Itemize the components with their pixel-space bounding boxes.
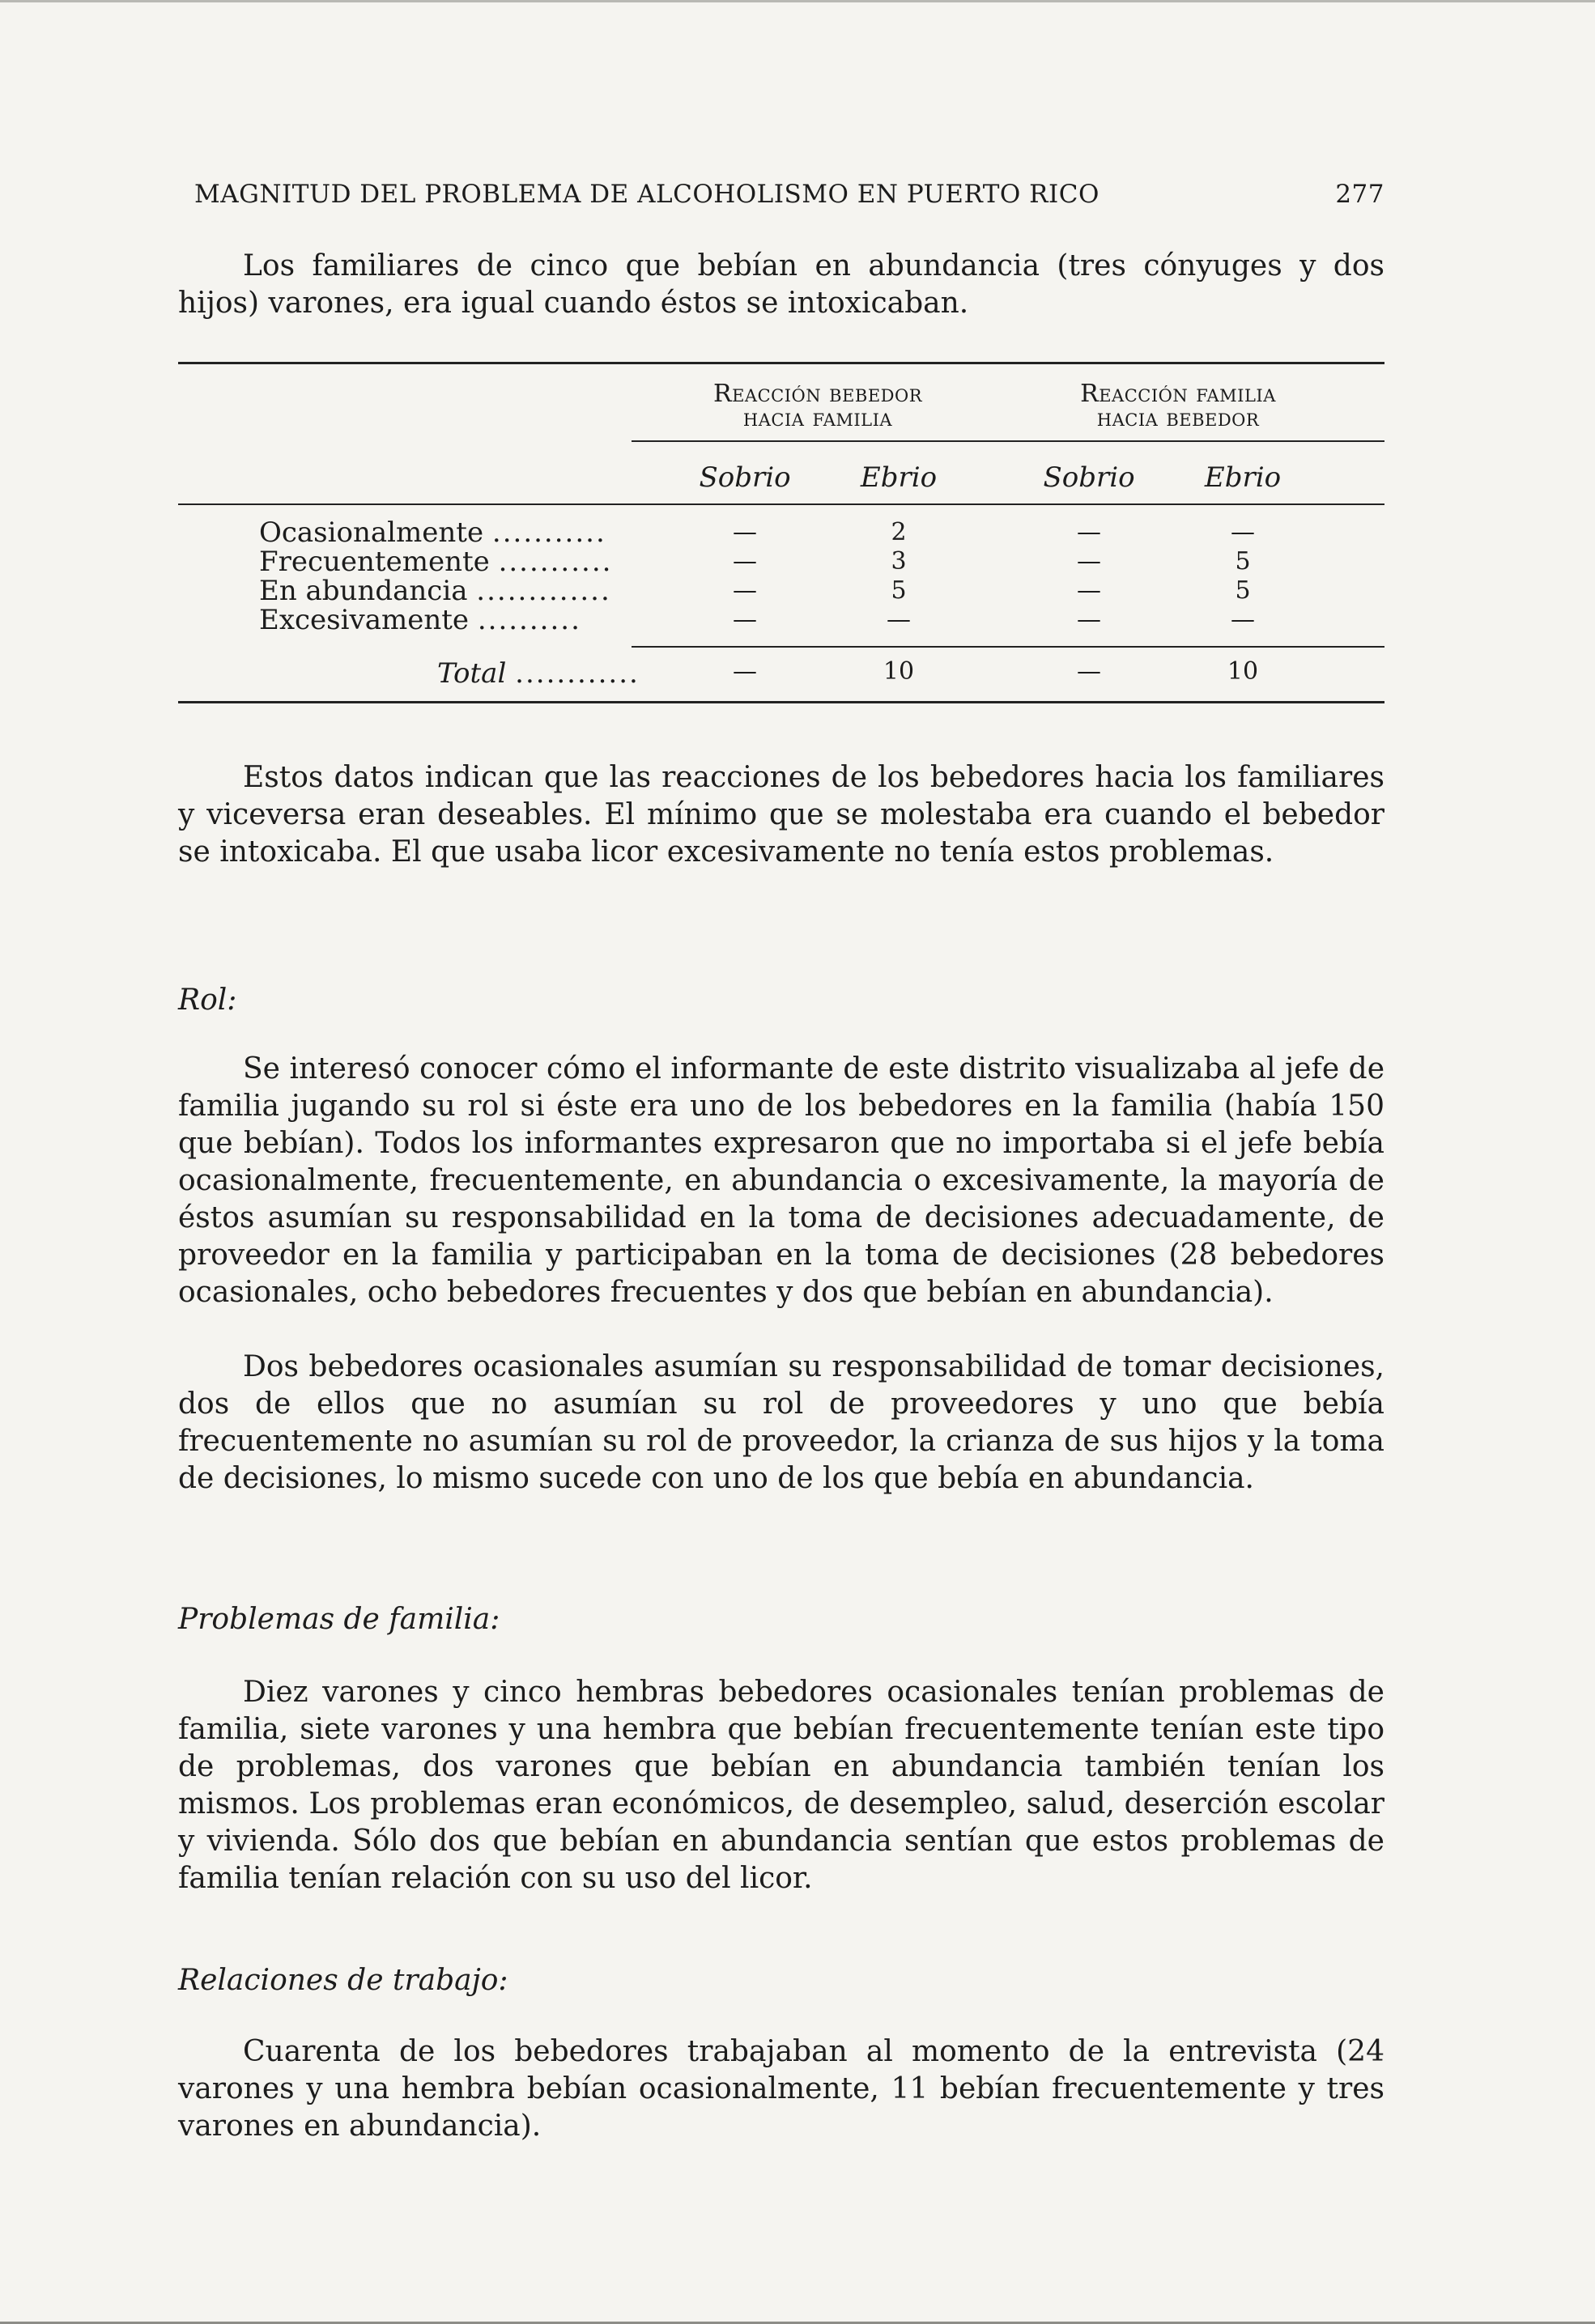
total-cell: — xyxy=(733,657,757,686)
total-label-text: Total xyxy=(437,657,507,690)
intro-paragraph: Los familiares de cinco que bebían en abundancia (tres cónyuges y dos hijos) varones, era igual cuando éstos se intoxicaban. xyxy=(178,249,1384,320)
group-header-1-line-2: hacia familia xyxy=(742,404,893,432)
table-cell: — xyxy=(887,605,911,634)
row-label-text: Ocasionalmente xyxy=(259,516,484,549)
total-row-label xyxy=(437,657,640,690)
table-cell: — xyxy=(1231,518,1255,546)
section-heading-rol: Rol: xyxy=(178,984,237,1017)
running-title: MAGNITUD DEL PROBLEMA DE ALCOHOLISMO EN PUERTO RICO xyxy=(194,180,1099,209)
rol-paragraph-2: Dos bebedores ocasionales asumían su responsabilidad de tomar decisiones, dos de ellos que no asumían su rol de proveedores y uno que bebía frecuentemente no asumían su rol de proveedor, la crianza de sus hijos y la toma de decisiones, lo mismo sucede con uno de los que bebía en abundancia. xyxy=(178,1350,1384,1495)
row-leader-dots: ............ xyxy=(515,657,640,690)
subhead-rule xyxy=(178,503,1384,505)
row-label-text: En abundancia xyxy=(259,575,468,607)
row-label-excesivamente xyxy=(259,605,581,635)
group-header-rule xyxy=(632,440,1384,442)
table-cell: — xyxy=(1077,576,1101,605)
row-label-en-abundancia xyxy=(259,576,611,605)
row-label-frecuentemente xyxy=(259,547,612,576)
row-leader-dots: ........... xyxy=(491,516,606,549)
row-label-text: Frecuentemente xyxy=(259,546,490,578)
group-header-2-line-1: Reacción familia xyxy=(1080,380,1276,408)
table-cell: 5 xyxy=(891,576,907,605)
table-cell: — xyxy=(733,547,757,576)
subhead-ebrio-1: Ebrio xyxy=(860,461,938,494)
table-cell: — xyxy=(1077,605,1101,634)
rol-paragraph-1: Se interesó conocer cómo el informante de este distrito visualizaba al jefe de familia jugando su rol si éste era uno de los bebedores en la familia (había 150 que bebían). Todos los informantes expresaron que no importaba si el jefe bebía ocasionalmente, frecuentemente, en abundancia o excesivamente, la mayoría de éstos asumían su responsabilidad en la toma de decisiones adecuadamente, de proveedor en la familia y participaban en la toma de decisiones (28 bebedores ocasionales, ocho bebedores frecuentes y dos que bebían en abundancia). xyxy=(178,1052,1384,1309)
group-header-1-line-1: Reacción bebedor xyxy=(712,380,923,408)
row-leader-dots: ............. xyxy=(476,575,611,607)
row-leader-dots: ........... xyxy=(498,546,613,578)
total-cell: 10 xyxy=(1227,657,1259,686)
table-cell: — xyxy=(1231,605,1255,634)
table-cell: 2 xyxy=(891,518,907,546)
row-label-text: Excesivamente xyxy=(259,604,470,636)
table-top-rule xyxy=(178,362,1384,364)
section-heading-relaciones-de-trabajo: Relaciones de trabajo: xyxy=(178,1964,508,1997)
table-cell: 5 xyxy=(1235,576,1251,605)
row-leader-dots: .......... xyxy=(477,604,581,636)
row-label-ocasionalmente xyxy=(259,518,606,547)
table-cell: — xyxy=(733,576,757,605)
total-rule xyxy=(632,646,1384,648)
subhead-sobrio-1: Sobrio xyxy=(699,461,791,494)
table-cell: 5 xyxy=(1235,547,1251,576)
problemas-paragraph: Diez varones y cinco hembras bebedores ocasionales tenían problemas de familia, siete varones y una hembra que bebían frecuentemente tenían este tipo de problemas, dos varones que bebían en abundancia también tenían los mismos. Los problemas eran económicos, de desempleo, salud, deserción escolar y vivienda. Sólo dos que bebían en abundancia sentían que estos problemas de familia tenían relación con su uso del licor. xyxy=(178,1676,1384,1895)
group-header-drinker-to-family xyxy=(664,382,972,431)
page-top-edge xyxy=(0,0,1595,2)
subhead-ebrio-2: Ebrio xyxy=(1204,461,1282,494)
running-header xyxy=(194,180,1384,209)
group-header-2-line-2: hacia bebedor xyxy=(1096,404,1260,432)
page-number: 277 xyxy=(1335,180,1384,209)
total-cell: — xyxy=(1077,657,1101,686)
relaciones-paragraph: Cuarenta de los bebedores trabajaban al momento de la entrevista (24 varones y una hembra bebían ocasionalmente, 11 bebían frecuentemente y tres varones en abundancia). xyxy=(178,2035,1384,2143)
table-cell: — xyxy=(733,605,757,634)
table-cell: 3 xyxy=(891,547,907,576)
paragraph-after-table: Estos datos indican que las reacciones de los bebedores hacia los familiares y viceversa eran deseables. El mínimo que se molestaba era cuando el bebedor se intoxicaba. El que usaba licor excesivamente no tenía estos problemas. xyxy=(178,761,1384,869)
subhead-sobrio-2: Sobrio xyxy=(1043,461,1135,494)
group-header-family-to-drinker xyxy=(1024,382,1332,431)
table-cell: — xyxy=(1077,547,1101,576)
section-heading-problemas-de-familia: Problemas de familia: xyxy=(178,1603,500,1636)
table-bottom-rule xyxy=(178,701,1384,703)
total-cell: 10 xyxy=(883,657,915,686)
reaction-table xyxy=(178,356,1384,712)
table-cell: — xyxy=(1077,518,1101,546)
table-cell: — xyxy=(733,518,757,546)
